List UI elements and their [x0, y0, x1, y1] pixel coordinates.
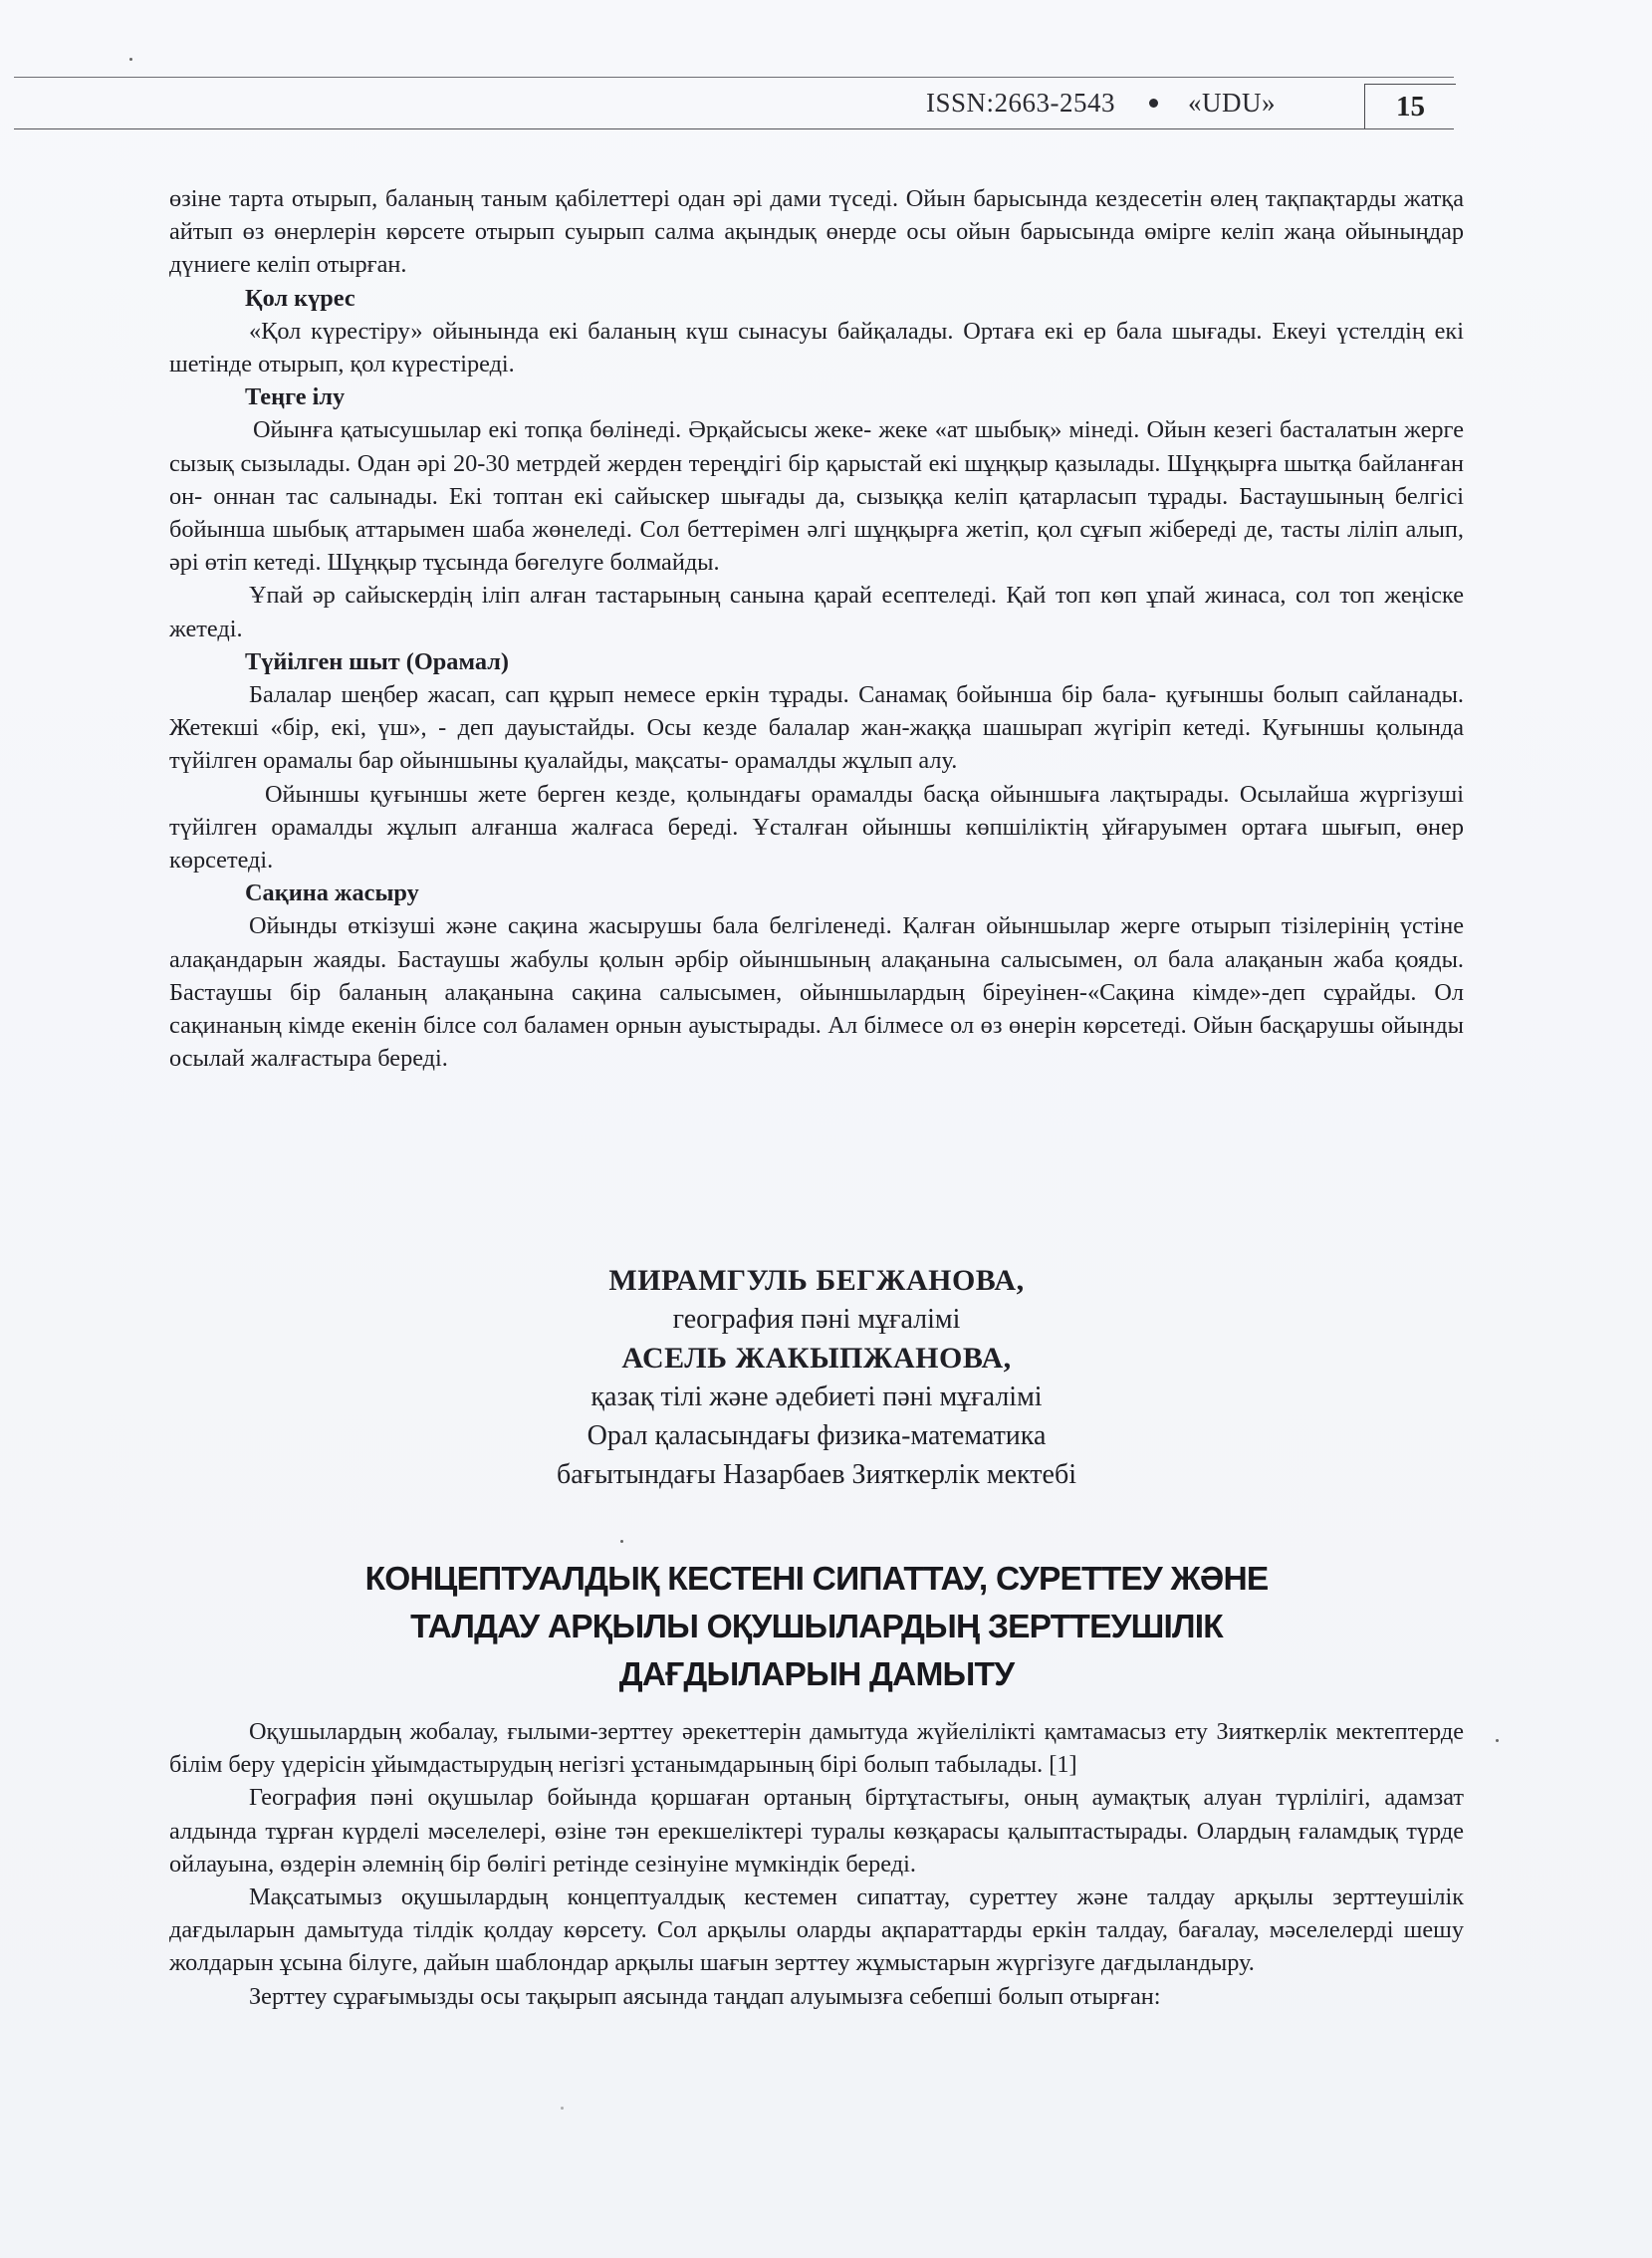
- author-block: [169, 1261, 1464, 1494]
- header-bottom-rule: [14, 128, 1454, 129]
- scan-speck: [1496, 1739, 1499, 1742]
- paragraph: Оқушылардың жобалау, ғылыми-зерттеу әрекеттерін дамытуда жүйелілікті қамтамасыз ету Зияткерлік мектептерде білім беру үдерісін ұйымдастырудың негізгі ұстанымдарының бірі болып табылады. [1]: [169, 1718, 1464, 1779]
- game-title-tenge-ilu: Теңге ілу: [245, 383, 346, 411]
- paragraph: Ойыншы қуғыншы жете берген кезде, қолындағы орамалды басқа ойыншыға лақтырады. Осылайша жүргізуші түйілген орамалды жұлып алғанша жалғаса береді. Ұсталған ойыншы көпшіліктің ұйғаруымен ортаға шығып, өнер көрсетеді.: [169, 780, 1464, 875]
- paragraph: «Қол күрестіру» ойынында екі баланың күш сынасуы байқалады. Ортаға екі ер бала шығады. Екеуі үстелдің екі шетінде отырып, қол күрестіреді.: [169, 317, 1464, 378]
- paragraph: Балалар шеңбер жасап, сап құрып немесе еркін тұрады. Санамақ бойынша бір бала- қуғыншы болып сайланады. Жетекші «бір, екі, үш», - деп дауыстайды. Осы кезде балалар жан-жаққа шашырап жүгіріп кетеді. Қуғыншы қолында түйілген орамалы бар ойыншыны қуалайды, мақсаты- орамалды жұлып алу.: [169, 681, 1464, 775]
- article-body: [169, 1715, 1464, 2013]
- journal-name: «UDU»: [1188, 88, 1277, 118]
- paragraph: Зерттеу сұрағымызды осы тақырып аясында таңдап алуымызға себепші болып отырған:: [249, 1982, 1161, 2010]
- scan-speck: [561, 2107, 564, 2110]
- title-line: ДАҒДЫЛАРЫН ДАМЫТУ: [618, 1656, 1015, 1693]
- title-line: КОНЦЕПТУАЛДЫҚ КЕСТЕНІ СИПАТТАУ, СУРЕТТЕУ ЖӘНЕ: [364, 1561, 1269, 1598]
- affiliation-line-1: Орал қаласындағы физика-математика: [587, 1420, 1047, 1451]
- paragraph: Ұпай әр сайыскердің іліп алған тастарының санына қарай есептеледі. Қай топ көп ұпай жинаса, сол топ жеңіске жетеді.: [169, 582, 1464, 642]
- issn-label: ISSN:2663-2543: [926, 88, 1116, 118]
- scan-speck: [129, 58, 132, 61]
- intro-paragraph: өзіне тарта отырып, баланың таным қабілеттері одан әрі дами түседі. Ойын барысында кездесетін өлең тақпақтарды жатқа айтып өз өнерлерін көрсете отырып суырып салма ақындық өнерде осы ойын барысында өмірге келіп жаңа ойыныңдар дүниеге келіп отырған.: [169, 185, 1464, 279]
- game-title-tuyilgen-shyt: Түйілген шыт (Орамал): [245, 647, 509, 675]
- paragraph: Ойынға қатысушылар екі топқа бөлінеді. Әрқайсысы жеке- жеке «ат шыбық» мінеді. Ойын кезегі басталатын жерге сызық сызылады. Одан әрі 20-30 метрдей жерден тереңдігі бір қарыстай екі шұңқыр қазылады. Шұңқырға шытқа байланған он- оннан тас салынады. Екі топтан екі сайыскер шығады да, сызыққа келіп қатарласып тұрады. Бастаушының белгісі бойынша шыбық аттарымен шаба жөнеледі. Сол беттерімен әлгі шұңқырға жетіп, қол сұғып жібереді де, тасты ліліп алып, әрі өтіп кетеді. Шұңқыр тұсында бөгелуге болмайды.: [169, 416, 1464, 577]
- header-top-rule: [14, 77, 1454, 78]
- scan-speck: [620, 1540, 623, 1543]
- affiliation-line-2: бағытындағы Назарбаев Зияткерлік мектебі: [557, 1459, 1076, 1490]
- author-name-1: МИРАМГУЛЬ БЕГЖАНОВА,: [608, 1264, 1025, 1297]
- author-name-2: АСЕЛЬ ЖАКЫПЖАНОВА,: [621, 1342, 1012, 1375]
- game-title-qol-kures: Қол күрес: [245, 284, 355, 312]
- article-title: [169, 1556, 1464, 1699]
- bullet-icon: [1149, 99, 1158, 108]
- game-title-sakina-zhasyru: Сақина жасыру: [245, 879, 419, 907]
- title-line: ТАЛДАУ АРҚЫЛЫ ОҚУШЫЛАРДЫҢ ЗЕРТТЕУШІЛІК: [410, 1609, 1223, 1645]
- page-number: 15: [1364, 84, 1456, 129]
- games-section: [169, 182, 1464, 1075]
- paragraph: Ойынды өткізуші және сақина жасырушы бала белгіленеді. Қалған ойыншылар жерге отырып тізілерінің үстіне алақандарын жаяды. Бастаушы жабулы қолын әрбір ойыншының алақанына салысымен, ол бала алақанын жаба қояды. Бастаушы бір баланың алақанына сақина салысымен, ойыншылардың біреуінен-«Сақина кімде»-деп сұрайды. Ол сақинаның кімде екенін білсе сол баламен орнын ауыстырады. Ал білмесе ол өз өнерін көрсетеді. Ойын басқарушы ойынды осылай жалғастыра береді.: [169, 912, 1464, 1073]
- author-role-2: қазақ тілі және әдебиеті пәні мұғалімі: [590, 1381, 1043, 1412]
- author-role-1: география пәні мұғалімі: [672, 1304, 961, 1335]
- paragraph: География пәні оқушылар бойында қоршаған ортаның біртұтастығы, оның аумақтық алуан түрлілігі, адамзат алдында тұрған күрделі мәселелері, өзіне тән ерекшеліктері туралы көзқарасы қалыптастырады. Олардың ғаламдық түрде ойлауына, өздерін әлемнің бір бөлігі ретінде сезінуіне мүмкіндік береді.: [169, 1784, 1464, 1878]
- paragraph: Мақсатымыз оқушылардың концептуалдық кестемен сипаттау, суреттеу және талдау арқылы зерттеушілік дағдыларын дамытуда тілдік қолдау көрсету. Сол арқылы оларды ақпараттарды еркін талдау, бағалау, мәселелерді шешу жолдарын ұсына білуге, дайын шаблондар арқылы шағын зерттеу жұмыстарын жүргізуге дағдыландыру.: [169, 1883, 1464, 1977]
- running-header: [926, 88, 1276, 119]
